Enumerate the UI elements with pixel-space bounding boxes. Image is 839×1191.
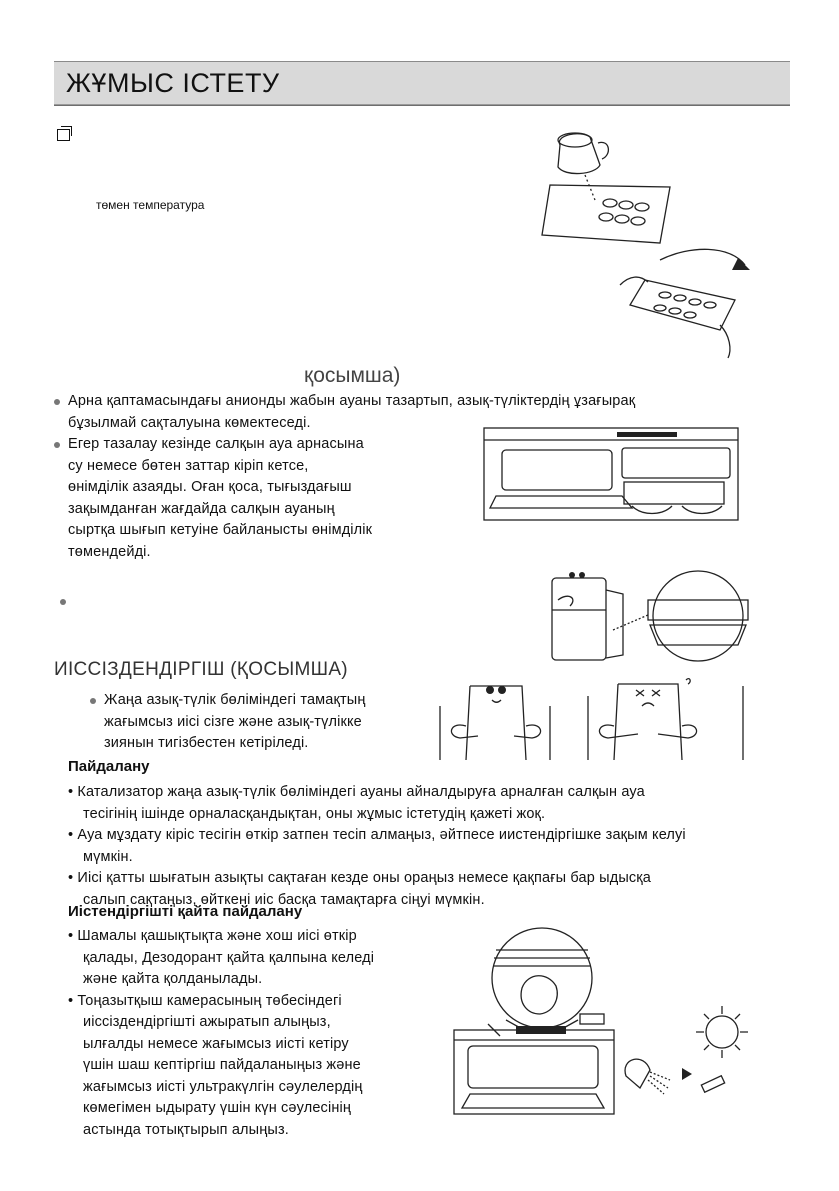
temperature-label: төмен температура [96, 198, 205, 212]
bullet-icon [54, 399, 60, 405]
bullet-icon [90, 698, 96, 704]
deodorizer-intro: Жаңа азық-түлік бөліміндегі тамақтың жағымсыз иісі сізге және азық-түлікке зиянын тигізбестен кетіріледі. [104, 692, 366, 751]
bullet-icon [54, 442, 60, 448]
ice-tray-illustration [540, 125, 750, 245]
deodorizer-removal-illustration [444, 928, 764, 1128]
checkbox-icon [57, 129, 70, 141]
reuse-list: • Шамалы қашықтықта және хош иісі өткір қалады, Дезодорант қайта қалпына келеді және қайта қолданылады. • Тоңазытқыш камерасының төбесіндегі иіссіздендіргішті ажыратып алыңыз, ылғалды немесе жағымсыз иісті кетіру үшін шаш кептіргіш пайдаланыңыз және жағымсыз иісті ультракүлгін сәулелердің көмегімен ыдырату үшін күн сәулесінің астында тотықтырып алыңыз. [68, 928, 375, 1138]
happy-fridge-illustration [440, 676, 560, 760]
fridge-character-illustration [548, 570, 748, 662]
twist-tray-illustration [620, 240, 760, 360]
air-channel-bullet-1: Арна қаптамасындағы анионды жабын ауаны тазартып, азық-түліктердің ұзағырақ бұзылмай сақталуына көмектеседі. [68, 393, 636, 431]
usage-heading: Пайдалану [68, 758, 150, 775]
usage-list: • Катализатор жаңа азық-түлік бөліміндегі ауаны айналдыруға арналған салқын ауа тесігінің ішінде орналасқандықтан, оны жұмыс істетудің қажеті жоқ. • Ауа мұздату кіріс тесігін өткір затпен тесіп алмаңыз, әйтпесе иистендіргішке зақым келуі мүмкін. • Иісі қатты шығатын азықты сақтаған кезде оны ораңыз немесе қақпағы бар ыдысқа салып сақтаңыз, өйткені иіс басқа тамақтарға сіңуі мүмкін. [68, 784, 686, 908]
fridge-interior-illustration [482, 426, 742, 522]
air-channel-bullet-2: Егер тазалау кезінде салқын ауа арнасына су немесе бөтен заттар кіріп кетсе, өнімділік азаяды. Оған қоса, тығыздағыш зақымданған жағдайда салқын ауаның сыртқа шығып кетуіне байланысты өнімділік төмендейді. [68, 436, 373, 560]
page-title-bar [54, 61, 790, 106]
title-divider [54, 104, 790, 105]
reuse-heading: Иістендіргішті қайта пайдалану [68, 903, 303, 920]
page-title: ЖҰМЫС ІСТЕТУ [66, 68, 280, 98]
deodorizer-heading: ИІССІЗДЕНДІРГІШ (ҚОСЫМША) [54, 659, 348, 680]
bullet-icon [60, 599, 66, 605]
unhappy-fridge-illustration [588, 676, 748, 760]
air-channel-heading: қосымша) [304, 364, 401, 387]
